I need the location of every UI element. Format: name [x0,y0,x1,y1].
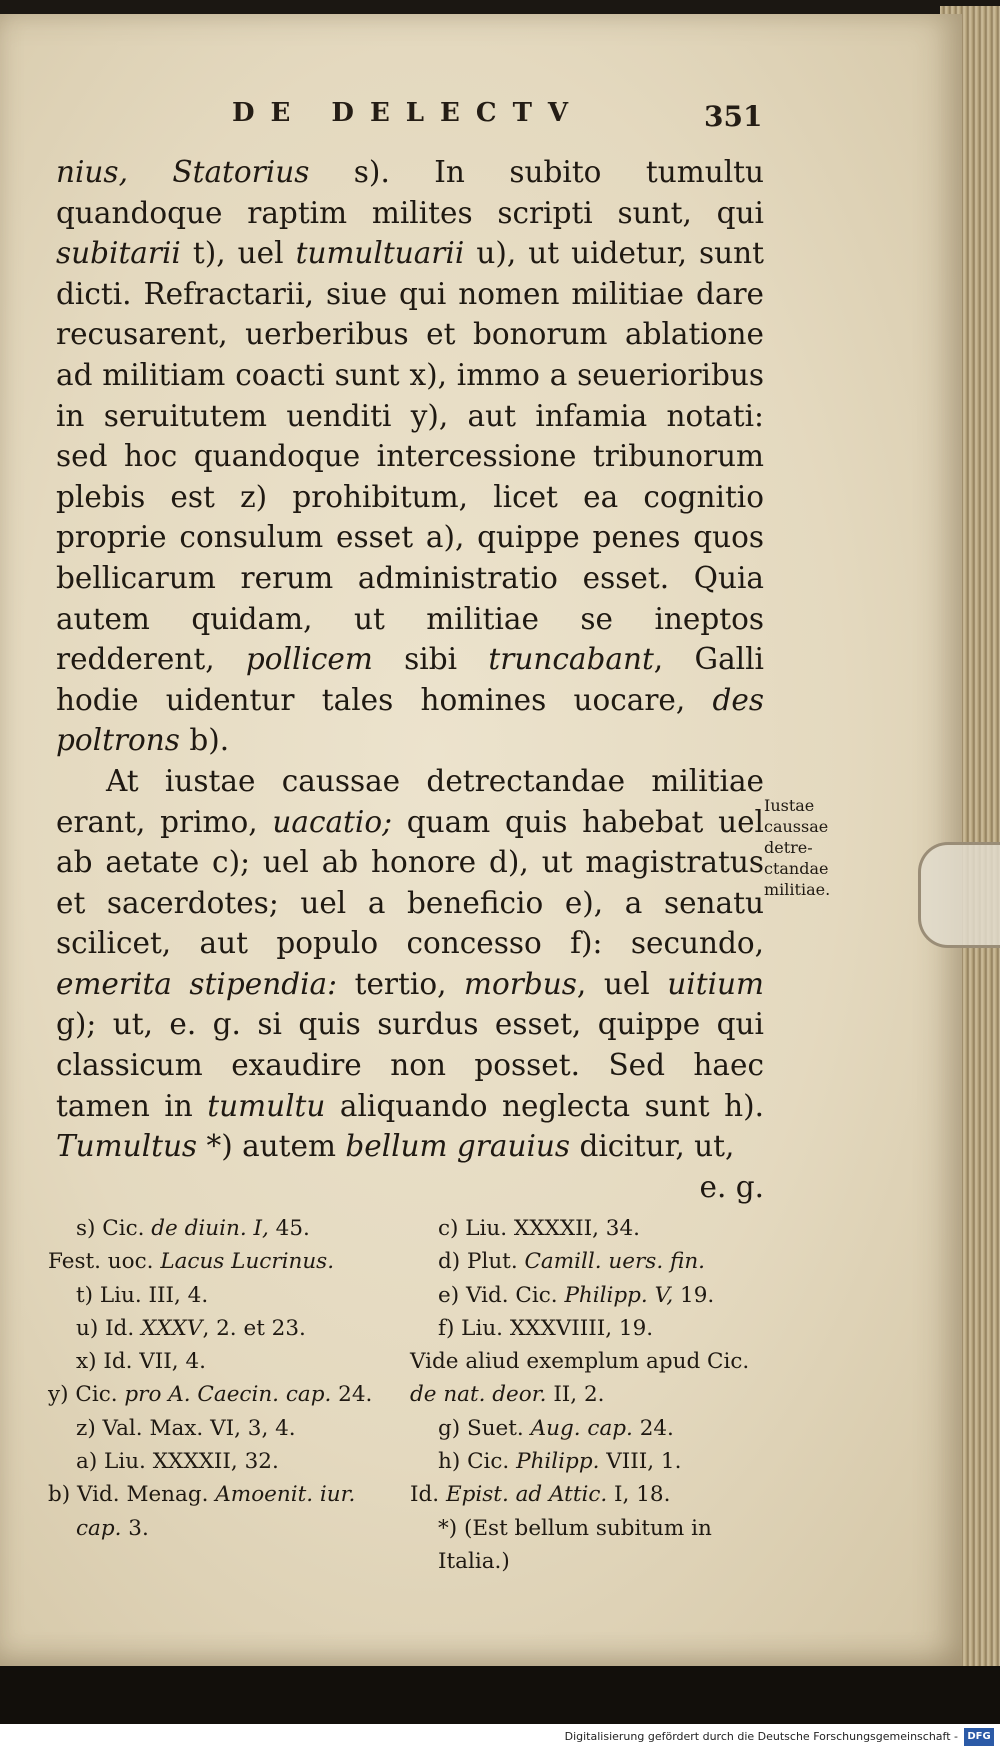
margin-note [764,795,864,900]
footnote [48,1478,388,1545]
footnote-run: 45. [268,1216,310,1241]
footnote-run: Camill. uers. fin. [524,1249,706,1275]
paragraph-1-run: u), ut uidetur, sunt dicti. Refractarii, siue qui nomen militiae dare recusarent, uerberibus et bonorum ablatione ad militiam coacti sunt x), immo a seuerioribus in seruitutem uenditi y), aut infamia notati: sed hoc quandoque intercessione tribunorum plebis est z) prohibitum, licet ea cognitio proprie consulum esset a), quippe penes quos bellicarum rerum administratio esset. Quia autem quidam, ut militiae se ineptos redderent, [56,236,765,677]
footnote [410,1245,756,1278]
margin-note-line: militiae. [764,880,831,899]
footnote-run: h) Cic. [438,1449,517,1475]
footnote [410,1478,756,1511]
footnote-run: Amoenit. iur. cap. [76,1482,356,1541]
footnote-run: b) Vid. Menag. [48,1482,216,1508]
paragraph-1-run: b). [179,723,230,758]
footer-strip [0,1724,1000,1752]
paragraph-1-run: des poltrons [56,682,764,758]
paragraph-2-run: quam quis habebat uel ab aetate c); uel ab honore d), ut magistratus et sacerdotes; uel a beneficio e), a senatu scilicet, aut populo concesso f): secundo, [56,804,764,961]
footnote-run: Epist. ad Attic. [445,1482,608,1508]
footnote-run: f) Liu. XXXVIIII, 19. [438,1315,654,1341]
paragraph-2 [56,761,764,1167]
footnote-run: x) Id. VII, 4. [76,1349,206,1375]
footnote-run: d) Plut. [438,1249,525,1275]
footnote-run: e) Vid. Cic. [438,1282,565,1308]
paragraph-2-run: emerita stipendia: [56,966,338,1001]
footnote-run: pro A. Caecin. cap. [124,1382,332,1408]
footnote-run: Fest. uoc. [48,1249,161,1275]
footnote-run: *) (Est bellum subitum in Italia.) [438,1515,712,1574]
footnote [48,1445,388,1478]
margin-note-line: Iustae [764,796,815,815]
footnote-run: z) Val. Max. VI, 3, 4. [76,1415,296,1441]
funding-credit: Digitalisierung gefördert durch die Deutsche Forschungsgemeinschaft - [564,1730,958,1743]
footnote [410,1512,756,1579]
paragraph-1-run: sibi [372,642,489,677]
footnote-run: Philipp. [516,1449,600,1475]
footnote-run: Id. [410,1482,446,1508]
footnote [48,1279,388,1312]
footnote-run: 19. [673,1282,715,1308]
paragraph-1-run: subitarii [56,236,181,271]
paragraph-2-run: At iustae caussae detrectandae militiae erant, primo, [56,763,764,839]
margin-note-line: detre- [764,838,813,857]
main-text [56,152,764,1207]
footnotes-right-column [410,1212,756,1578]
paragraph-1-run: , Galli hodie uidentur tales homines uocare, [56,642,764,717]
paragraph-1-run: pollicem [245,642,373,677]
footnote [48,1378,388,1411]
footnote [48,1345,388,1378]
footnote [48,1312,388,1345]
footnote-run: a) Liu. XXXXII, 32. [76,1449,279,1475]
footnote-run: XXXV [141,1315,203,1341]
catchword: e. g. [699,1169,764,1204]
footnote [410,1412,756,1445]
footnote-run: u) Id. [76,1315,141,1341]
paragraph-2-run: , uel [576,966,668,1001]
paragraph-2-run: bellum grauius [345,1129,571,1164]
footnote [410,1445,756,1478]
footnote-run: Aug. cap. [530,1415,633,1441]
paragraph-2-run: Tumultus [56,1129,198,1164]
footnote-run: II, 2. [546,1382,605,1408]
scan-background [0,1666,1000,1724]
footnote-run: Lacus Lucrinus. [160,1249,335,1275]
footnote [410,1312,756,1345]
footnote-run: c) Liu. XXXXII, 34. [438,1216,641,1241]
footnote-run: 24. [331,1382,373,1408]
paragraph-1-run: nius, Statorius [56,155,310,189]
footnote-run: g) Suet. [438,1415,531,1441]
footnote-run: t) Liu. III, 4. [76,1282,209,1308]
paragraph-2-run: *) autem [197,1129,346,1164]
paragraph-2-run: dicitur, ut, [570,1129,735,1164]
footnote-run: Vide aliud exemplum apud Cic. [410,1349,750,1375]
footnote-run: y) Cic. [48,1382,125,1408]
margin-note-line: caussae [764,817,829,836]
footnote-run: de diuin. I, [151,1216,269,1241]
paragraph-2-run: uitium [667,966,764,1001]
paragraph-1-run: truncabant [488,642,654,677]
footnote-run: VIII, 1. [599,1449,682,1475]
footnote-run: 3. [121,1515,149,1541]
page-number: 351 [704,100,763,133]
paragraph-1-run: s). In subito tumultu quandoque raptim milites scripti sunt, qui [56,155,764,230]
paragraph-2-run: morbus [464,966,577,1001]
paragraph-2-run: tumultu [207,1088,326,1123]
footnote-run: , 2. et 23. [202,1315,306,1341]
paragraph-2-run: uacatio; [272,804,393,839]
paragraph-1-run: t), uel [180,236,296,271]
footnote-run: 24. [632,1415,674,1441]
paragraph-2-run: aliquando neglecta sunt h). [325,1088,764,1123]
footnote [410,1345,756,1412]
bookmark-clip [918,842,1000,948]
dfg-logo: DFG [964,1728,994,1746]
footnote-run: I, 18. [607,1482,671,1508]
paragraph-2-run: g); ut, e. g. si quis surdus esset, quippe qui classicum exaudire non posset. Sed haec tamen in [56,1007,764,1123]
footnote-run: s) Cic. [76,1216,152,1241]
footnote [410,1212,756,1245]
footnote [410,1279,756,1312]
footnote-run: Philipp. V, [564,1282,674,1308]
paragraph-1-run: tumultuarii [295,236,465,271]
paragraph-1 [56,152,764,761]
footnote [48,1412,388,1445]
footnote [48,1212,388,1245]
footnotes-left-column [48,1212,388,1545]
paragraph-2-run: tertio, [337,966,465,1001]
margin-note-line: ctandae [764,859,829,878]
footnote-run: de nat. deor. [410,1382,547,1408]
running-title: DE DELECTV [232,98,585,128]
footnote [48,1245,388,1278]
